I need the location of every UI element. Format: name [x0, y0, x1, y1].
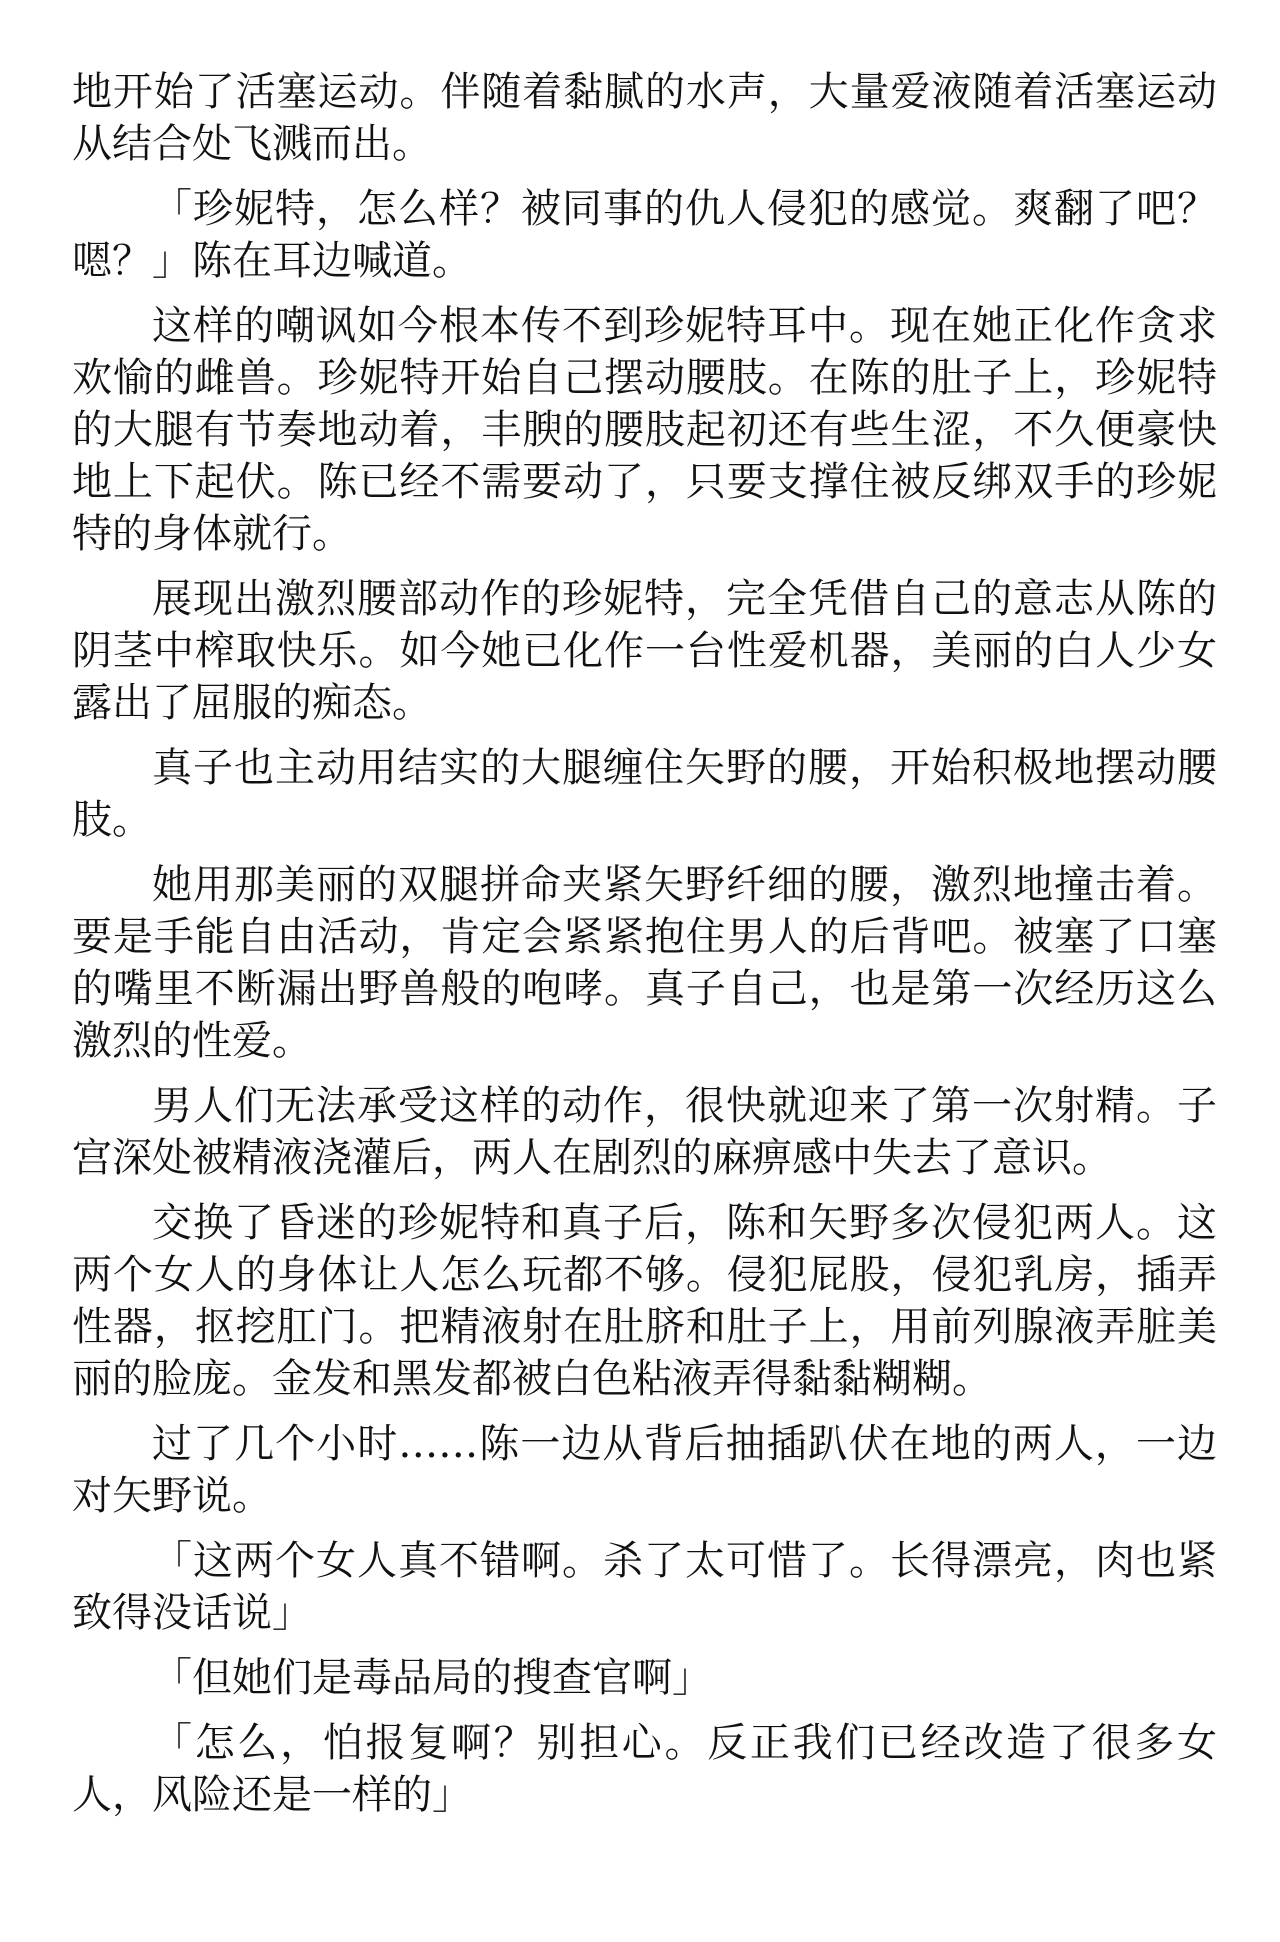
paragraph: 展现出激烈腰部动作的珍妮特，完全凭借自己的意志从陈的阴茎中榨取快乐。如今她已化作一台性爱机器，美丽的白人少女露出了屈服的痴态。 [72, 576, 1217, 726]
paragraph: 这样的嘲讽如今根本传不到珍妮特耳中。现在她正化作贪求欢愉的雌兽。珍妮特开始自己摆动腰肢。在陈的肚子上，珍妮特的大腿有节奏地动着，丰腴的腰肢起初还有些生涩，不久便豪快地上下起伏。陈已经不需要动了，只要支撑住被反绑双手的珍妮特的身体就行。 [72, 303, 1217, 557]
dialogue-paragraph: 「怎么，怕报复啊？别担心。反正我们已经改造了很多女人，风险还是一样的」 [72, 1720, 1217, 1818]
dialogue-paragraph: 「但她们是毒品局的搜查官啊」 [152, 1655, 712, 1701]
paragraph: 地开始了活塞运动。伴随着黏腻的水声，大量爱液随着活塞运动从结合处飞溅而出。 [72, 69, 1217, 167]
paragraph: 交换了昏迷的珍妮特和真子后，陈和矢野多次侵犯两人。这两个女人的身体让人怎么玩都不够。侵犯屁股，侵犯乳房，插弄性器，抠挖肛门。把精液射在肚脐和肚子上，用前列腺液弄脏美丽的脸庞。金发和黑发都被白色粘液弄得黏黏糊糊。 [72, 1200, 1217, 1402]
paragraph: 男人们无法承受这样的动作，很快就迎来了第一次射精。子宫深处被精液浇灌后，两人在剧烈的麻痹感中失去了意识。 [72, 1083, 1217, 1181]
paragraph: 过了几个小时……陈一边从背后抽插趴伏在地的两人，一边对矢野说。 [72, 1421, 1217, 1519]
paragraph: 「珍妮特，怎么样？被同事的仇人侵犯的感觉。爽翻了吧？嗯？」陈在耳边喊道。 [72, 186, 1217, 284]
paragraph: 真子也主动用结实的大腿缠住矢野的腰，开始积极地摆动腰肢。 [72, 745, 1217, 843]
dialogue-paragraph: 「这两个女人真不错啊。杀了太可惜了。长得漂亮，肉也紧致得没话说」 [72, 1538, 1217, 1636]
paragraph: 她用那美丽的双腿拼命夹紧矢野纤细的腰，激烈地撞击着。要是手能自由活动，肯定会紧紧抱住男人的后背吧。被塞了口塞的嘴里不断漏出野兽般的咆哮。真子自己，也是第一次经历这么激烈的性爱。 [72, 862, 1217, 1064]
document-page [72, 66, 1217, 1834]
